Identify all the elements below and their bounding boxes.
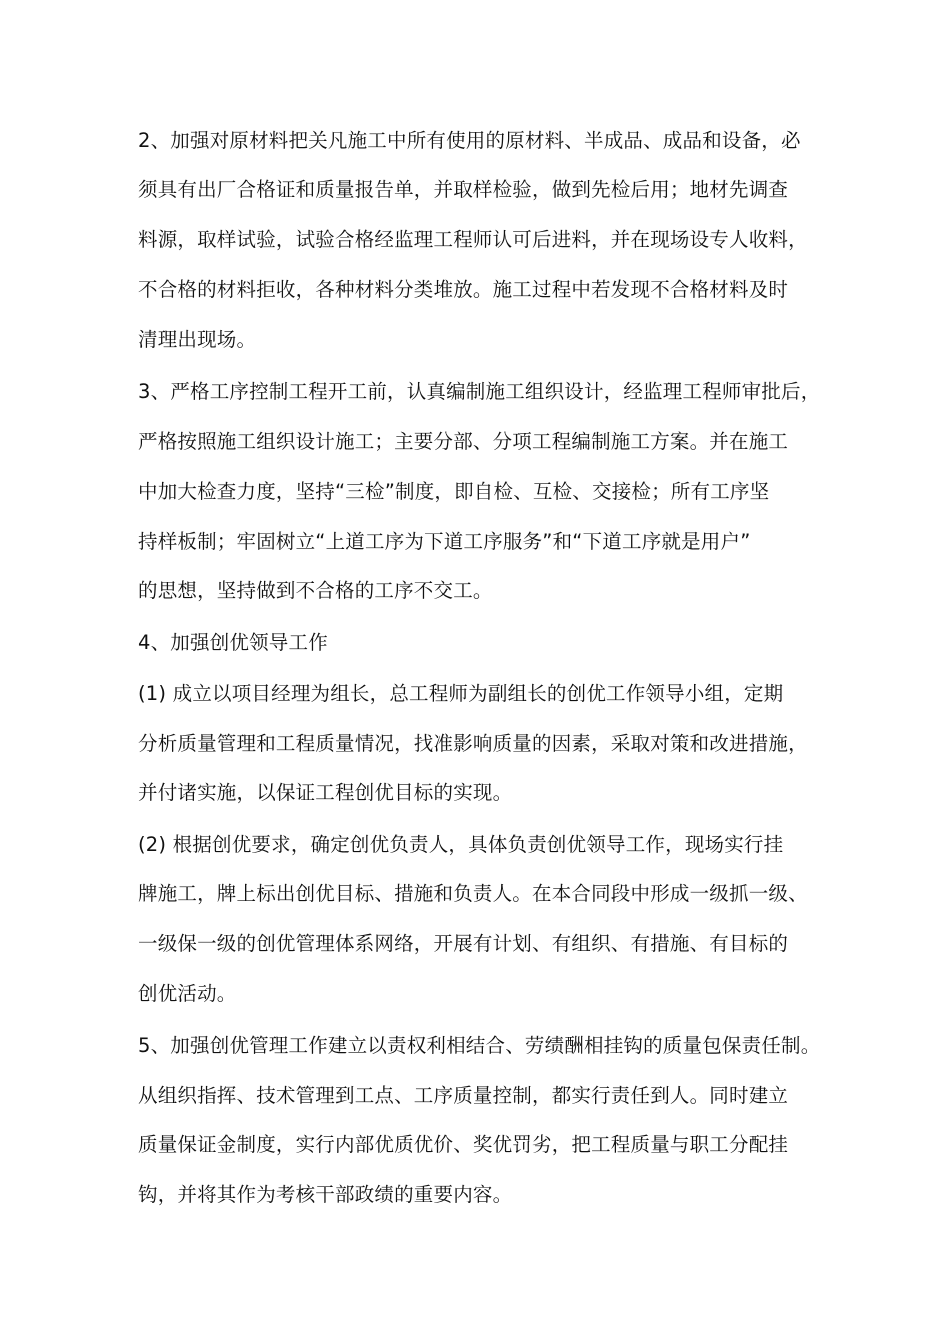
item-1-line-2: 分析质量管理和工程质量情况，找准影响质量的因素，采取对策和改进措施，: [138, 732, 808, 755]
item-2-line-2: 牌施工，牌上标出创优目标、措施和负责人。在本合同段中形成一级抓一级、: [138, 882, 808, 905]
paragraph-3-line-4: 持样板制；牢固树立“上道工序为下道工序服务”和“下道工序就是用户”: [138, 530, 751, 553]
paragraph-3-line-5: 的思想，坚持做到不合格的工序不交工。: [138, 579, 493, 602]
paragraph-5-line-2: 从组织指挥、技术管理到工点、工序质量控制，都实行责任到人。同时建立: [138, 1084, 789, 1107]
item-1-line-1: (1) 成立以项目经理为组长，总工程师为副组长的创优工作领导小组，定期: [138, 682, 784, 705]
paragraph-5-line-4: 钩，并将其作为考核干部政绩的重要内容。: [138, 1183, 513, 1206]
paragraph-2-line-4: 不合格的材料拒收，各种材料分类堆放。施工过程中若发现不合格材料及时: [138, 278, 789, 301]
paragraph-3-line-3: 中加大检查力度，坚持“三检”制度，即自检、互检、交接检；所有工序坚: [138, 480, 770, 503]
item-1-line-3: 并付诸实施，以保证工程创优目标的实现。: [138, 781, 513, 804]
item-2-line-1: (2) 根据创优要求，确定创优负责人，具体负责创优领导工作，现场实行挂: [138, 833, 784, 856]
item-2-line-3: 一级保一级的创优管理体系网络，开展有计划、有组织、有措施、有目标的: [138, 932, 789, 955]
paragraph-3-line-1: 3、严格工序控制工程开工前，认真编制施工组织设计，经监理工程师审批后，: [138, 380, 821, 403]
paragraph-5-line-1: 5、加强创优管理工作建立以责权利相结合、劳绩酬相挂钩的质量包保责任制。: [138, 1034, 821, 1057]
paragraph-3-line-2: 严格按照施工组织设计施工；主要分部、分项工程编制施工方案。并在施工: [138, 430, 789, 453]
section-4-heading: 4、加强创优领导工作: [138, 631, 328, 654]
paragraph-2-line-5: 清理出现场。: [138, 328, 257, 351]
paragraph-2-line-2: 须具有出厂合格证和质量报告单，并取样检验，做到先检后用；地材先调查: [138, 178, 789, 201]
paragraph-2-line-3: 料源，取样试验，试验合格经监理工程师认可后进料，并在现场设专人收料，: [138, 228, 808, 251]
item-2-line-4: 创优活动。: [138, 982, 237, 1005]
paragraph-2-line-1: 2、加强对原材料把关凡施工中所有使用的原材料、半成品、成品和设备，必: [138, 129, 801, 152]
paragraph-5-line-3: 质量保证金制度，实行内部优质优价、奖优罚劣，把工程质量与职工分配挂: [138, 1133, 789, 1156]
